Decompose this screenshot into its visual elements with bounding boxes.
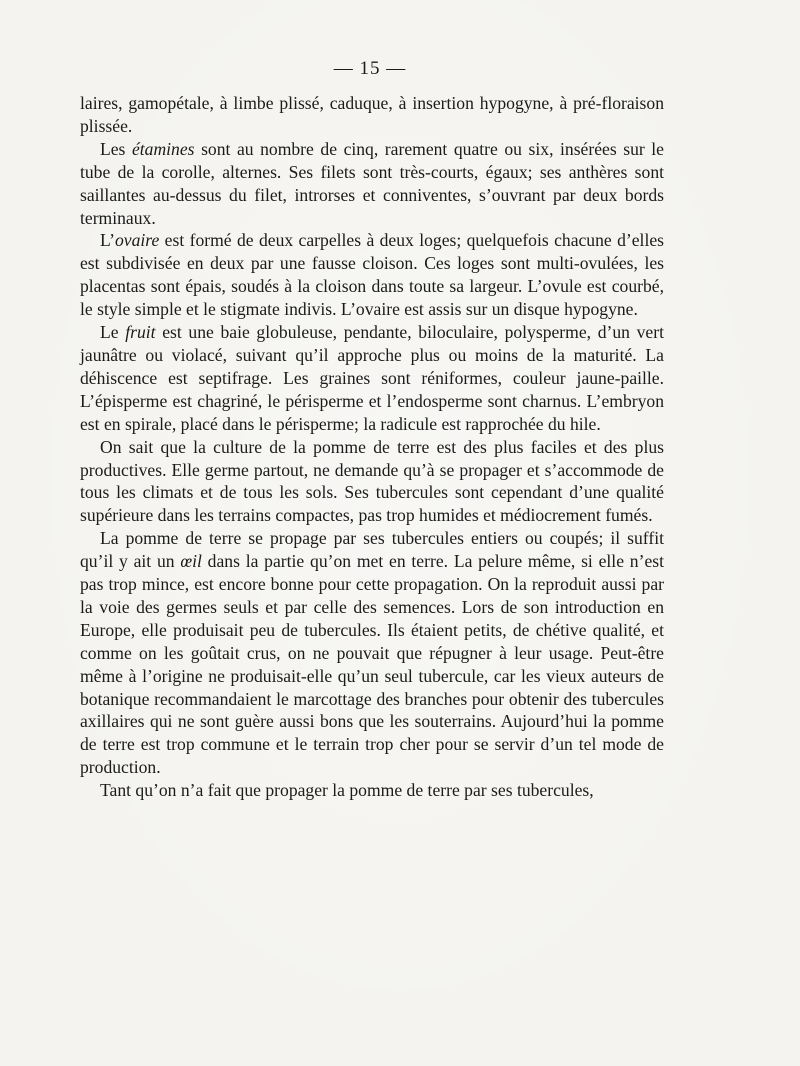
paragraph-3	[80, 229, 664, 321]
paragraph-1	[80, 92, 664, 138]
text-run: laires, gamopétale, à limbe plissé, caduque, à insertion hypogyne, à pré-floraison plissée.	[80, 93, 664, 136]
text-run: est formé de deux carpelles à deux loges; quelquefois chacune d’elles est subdivisée en deux par une fausse cloison. Ces loges sont multi-ovulées, les placentas sont épais, soudés à la cloison dans toute sa largeur. L’ovule est courbé, le style simple et le stigmate indivis. L’ovaire est assis sur un disque hypogyne.	[80, 230, 664, 320]
body-text	[80, 92, 664, 802]
text-run: Le	[100, 322, 126, 343]
text-run: La pomme de terre se propage par ses tubercules entiers ou coupés; il suffit qu’il y ait un	[80, 528, 664, 572]
text-run: Les	[100, 138, 132, 159]
text-run: On sait que la culture de la pomme de terre est des plus faciles et des plus productives. Elle germe partout, ne demande qu’à se propager et s’accommode de tous les climats et de tous les sols. Ses tubercules sont cependant d’une qualité supérieure dans les terrains compactes, pas trop humides et médiocrement fumés.	[80, 436, 664, 526]
text-run: sont au nombre de cinq, rarement quatre ou six, insérées sur le tube de la corolle, alternes. Ses filets sont très-courts, égaux; ses anthères sont saillantes au-dessus du filet, introrses et conniventes, s’ouvrant par deux bords terminaux.	[80, 138, 664, 228]
paragraph-4	[80, 321, 664, 436]
italic-term: ovaire	[115, 230, 160, 251]
text-run: Tant qu’on n’a fait que propager la pomme de terre par ses tubercules,	[100, 780, 594, 801]
paragraph-6	[80, 527, 664, 779]
text-run: dans la partie qu’on met en terre. La pelure même, si elle n’est pas trop mince, est encore bonne pour cette propagation. On la reproduit aussi par la voie des germes seuls et par celle des semences. Lors de son introduction en Europe, elle produisait peu de tubercules. Ils étaient petits, de chétive qualité, et comme on les goûtait crus, on ne pouvait que répugner à leur usage. Peut-être même à l’origine ne produisait-elle qu’un seul tubercule, car les vieux auteurs de botanique recommandaient le marcottage des branches pour obtenir des tubercules axillaires qui ne sont guère aussi bons que les souterrains. Aujourd’hui la pomme de terre est trop commune et le terrain trop cher pour se servir d’un tel mode de production.	[80, 551, 664, 778]
paragraph-2	[80, 138, 664, 230]
italic-term: étamines	[131, 138, 195, 159]
text-run: L’	[100, 230, 115, 251]
page-number: — 15 —	[333, 58, 407, 79]
text-run: est une baie globuleuse, pendante, biloculaire, polysperme, d’un vert jaunâtre ou violacé, suivant qu’il approche plus ou moins de la maturité. La déhiscence est septifrage. Les graines sont réniformes, couleur jaune-paille. L’épisperme est chagriné, le périsperme et l’endosperme sont charnus. L’embryon est en spirale, placé dans le périsperme; la radicule est rapprochée du hile.	[80, 322, 664, 434]
italic-term: œil	[180, 551, 202, 572]
paragraph-5	[80, 436, 664, 528]
italic-term: fruit	[125, 322, 156, 343]
paragraph-7	[80, 779, 664, 802]
